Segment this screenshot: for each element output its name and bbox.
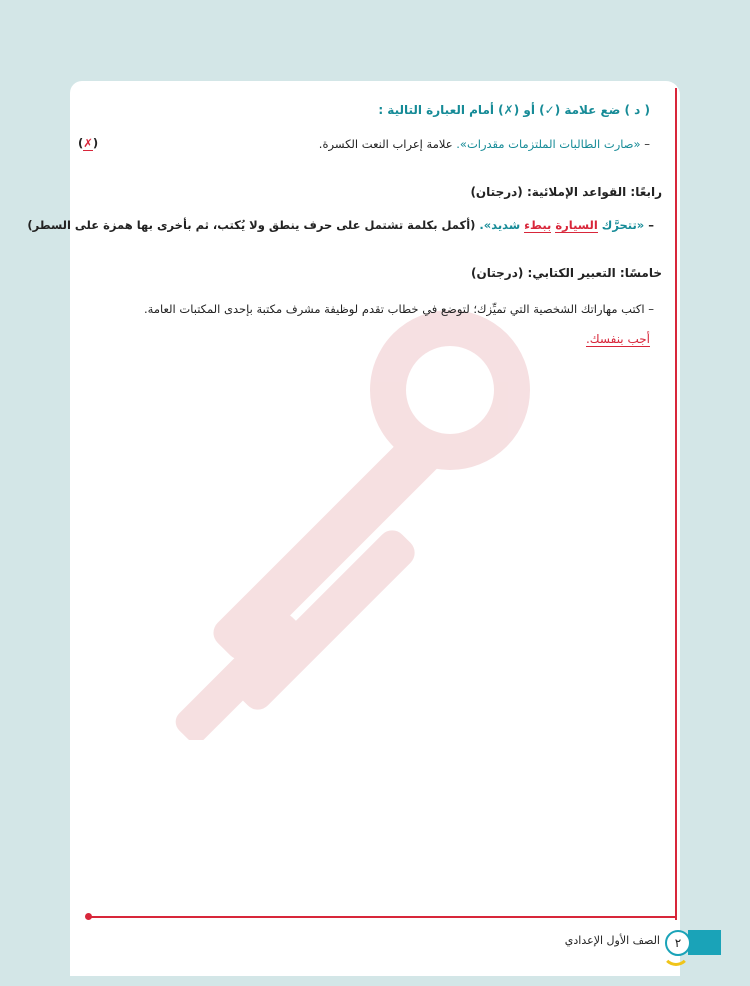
answer-cross-icon: ✗ bbox=[83, 136, 93, 150]
heading-part: ) أو ( bbox=[513, 103, 545, 117]
section-d-heading bbox=[378, 103, 650, 117]
quote-mark: « bbox=[636, 218, 645, 232]
document-page bbox=[70, 81, 680, 976]
heading-part: ( د ) ضع علامة ( bbox=[554, 103, 650, 117]
item-dash: – bbox=[648, 218, 654, 232]
footer-grade-label: الصف الأول الإعدادي bbox=[564, 934, 660, 947]
heading-part: ) أمام العبارة التالية : bbox=[378, 103, 504, 117]
section-5-answer: أجب بنفسك. bbox=[585, 332, 650, 346]
section-d-item bbox=[319, 137, 650, 151]
sentence-word: شديد bbox=[491, 218, 521, 232]
section-5-item: – اكتب مهاراتك الشخصية التي تميِّزك؛ لتوضع في خطاب تقدم لوظيفة مشرف مكتبة بإحدى المكتبات العامة. bbox=[144, 302, 654, 316]
section-5-heading: خامسًا: التعبير الكتابي: (درجتان) bbox=[471, 266, 662, 280]
section-d-answer bbox=[78, 136, 98, 150]
item-instruction: (أكمل بكلمة تشتمل على حرف ينطق ولا يُكتب، ثم بأخرى بها همزة على السطر) bbox=[27, 218, 480, 232]
border-end-dot bbox=[85, 913, 92, 920]
answer-word: السيارة bbox=[555, 218, 598, 232]
page-number: ٢ bbox=[665, 930, 691, 956]
answer-bracket: ) bbox=[92, 136, 99, 150]
section-4-heading: رابعًا: القواعد الإملائية: (درجتان) bbox=[470, 185, 662, 199]
check-mark-icon: ✓ bbox=[544, 103, 555, 117]
item-quote: «صارت الطالبات الملتزمات مقدرات». bbox=[456, 137, 641, 151]
page-border-right bbox=[675, 88, 677, 920]
page-border-bottom bbox=[88, 916, 677, 918]
item-dash: – bbox=[644, 137, 650, 151]
footer-accent-bar bbox=[688, 930, 721, 955]
quote-mark: ». bbox=[479, 218, 492, 232]
answer-bracket: ( bbox=[78, 136, 84, 150]
item-statement: علامة إعراب النعت الكسرة. bbox=[318, 137, 457, 151]
sentence-word: تتحرَّك bbox=[601, 218, 637, 232]
section-4-item bbox=[27, 218, 654, 232]
answer-word: ببطء bbox=[524, 218, 552, 232]
cross-mark-icon: ✗ bbox=[503, 103, 514, 117]
